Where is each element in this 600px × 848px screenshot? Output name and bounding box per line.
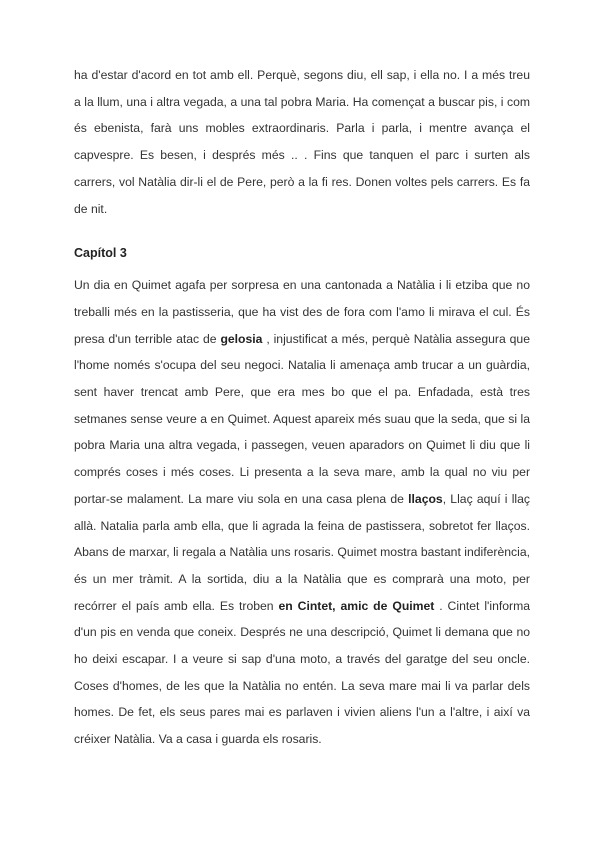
- text-segment: Un dia en Quimet agafa per sorpresa en una cantonada a Natàlia i li etziba que no treballi més en la pastisseria, que ha vist des de fora com l'amo li mirava el cul. És presa d'un terrible atac de: [74, 278, 530, 346]
- chapter-heading: Capítol 3: [74, 246, 127, 261]
- text-segment: , injustificat a més, perquè Natàlia assegura que l'home només s'ocupa del seu negoci. Natalia li amenaça amb trucar a un guàrdia, sent haver trencat amb Pere, que era mes bo que el pa. Enfadada, està tres setmanes sense veure a en Quimet. Aquest apareix més suau que la seda, que si la pobra Maria una altra vegada, i passegen, veuen aparadors on Quimet li diu que li comprés coses i més coses. Li presenta a la seva mare, amb la qual no viu per portar-se malament. La mare viu sola en una casa plena de: [74, 331, 530, 506]
- text-segment: . Cintet l'informa d'un pis en venda que coneix. Després ne una descripció, Quimet li demana que no ho deixi escapar. I a veure si sap d'una moto, a través del garatge del seu oncle. Coses d'homes, de les que la Natàlia no entén. La seva mare mai li va parlar dels homes. De fet, els seus pares mai es parlaven i vivien aliens l'un a l'altre, i així va créixer Natàlia. Va a casa i guarda els rosaris.: [74, 598, 530, 747]
- text-segment: , Llaç aquí i llaç allà. Natalia parla amb ella, que li agrada la feina de pastissera, sobretot fer llaços. Abans de marxar, li regala a Natàlia uns rosaris. Quimet mostra bastant indiferència, és un mer tràmit. A la sortida, diu a la Natàlia que es comprarà una moto, per recórrer el país amb ella. Es troben: [74, 491, 530, 613]
- bold-term-cintet: en Cintet, amic de Quimet: [278, 598, 435, 613]
- bold-term-llacos: llaços: [408, 491, 443, 506]
- paragraph-intro: ha d'estar d'acord en tot amb ell. Perquè, segons diu, ell sap, i ella no. I a més treu a la llum, una i altra vegada, a una tal pobra Maria. Ha començat a buscar pis, i com és ebenista, farà uns mobles extraordinaris. Parla i parla, i mentre avança el capvespre. Es besen, i després més .. . Fins que tanquen el parc i surten als carrers, vol Natàlia dir-li el de Pere, però a la fi res. Donen voltes pels carrers. Es fa de nit.: [74, 68, 530, 216]
- bold-term-gelosia: gelosia: [220, 331, 263, 346]
- document-page: [74, 62, 530, 753]
- paragraph-chapter-3: [74, 272, 530, 753]
